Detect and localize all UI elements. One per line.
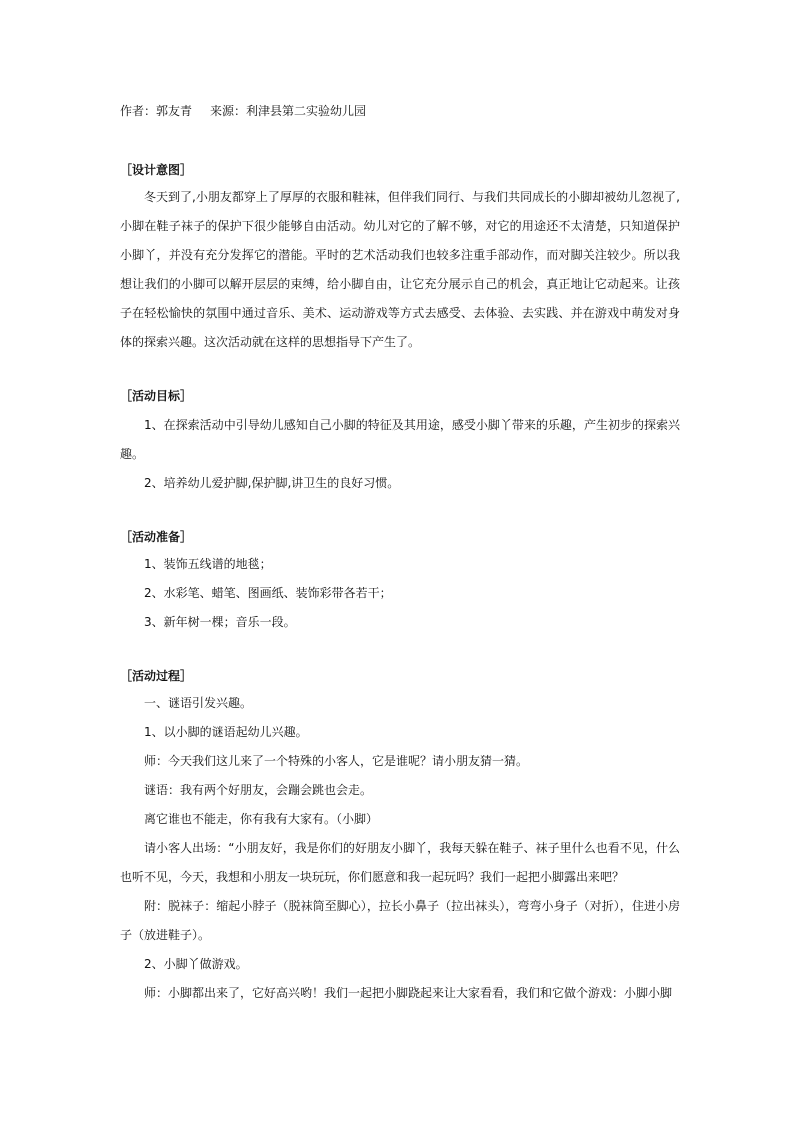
riddle-line-2: 离它谁也不能走，你有我有大家有。（小脚）: [144, 812, 379, 826]
prep-item-2: 2、水彩笔、蜡笔、图画纸、装饰彩带各若干；: [144, 586, 392, 600]
riddle-line-1: 谜语：我有两个好朋友，会蹦会跳也会走。: [144, 783, 373, 797]
goal-item-1: 1、在探索活动中引导幼儿感知自己小脚的特征及其用途，感受小脚丫带来的乐趣，产生初步的探索兴趣。: [120, 418, 680, 461]
document-meta: [120, 101, 680, 121]
guest-intro: 请小客人出场：“小朋友好，我是你们的好朋友小脚丫，我每天躲在鞋子、袜子里什么也看不见，什么也听不见，今天，我想和小朋友一块玩玩，你们愿意和我一起玩吗？我们一起把小脚露出来吧？: [120, 841, 680, 884]
design-intent-paragraph: 冬天到了,小朋友都穿上了厚厚的衣服和鞋袜，但伴我们同行、与我们共同成长的小脚却被幼儿忽视了,小脚在鞋子袜子的保护下很少能够自由活动。幼儿对它的了解不够，对它的用途还不太清楚，只知道保护小脚丫，并没有充分发挥它的潜能。平时的艺术活动我们也较多注重手部动作，而对脚关注较少。所以我想让我们的小脚可以解开层层的束缚，给小脚自由，让它充分展示自己的机会，真正地让它动起来。让孩子在轻松愉快的氛围中通过音乐、美术、运动游戏等方式去感受、去体验、去实践、并在游戏中萌发对身体的探索兴趣。这次活动就在这样的思想指导下产生了。: [120, 190, 680, 349]
process-step-1: 一、谜语引发兴趣。: [144, 696, 253, 710]
source-text: 来源：利津县第二实验幼儿园: [210, 104, 367, 118]
process-sub-1: 1、以小脚的谜语起幼儿兴趣。: [144, 725, 308, 739]
design-intent-title: ［设计意图］: [120, 163, 193, 177]
prep-item-3: 3、新年树一棵；音乐一段。: [144, 615, 296, 629]
teacher-line-2: 师：小脚都出来了，它好高兴哟！我们一起把小脚跷起来让大家看看，我们和它做个游戏：小脚小脚: [144, 986, 673, 1000]
document-content: [120, 101, 680, 1008]
activity-process-title: ［活动过程］: [120, 669, 193, 683]
author-text: 作者：郭友青: [120, 104, 193, 118]
activity-goals-title: ［活动目标］: [120, 389, 193, 403]
sock-note: 附：脱袜子：缩起小脖子（脱袜筒至脚心），拉长小鼻子（拉出袜头），弯弯小身子（对折），住进小房子（放进鞋子）。: [120, 899, 680, 942]
activity-prep-title: ［活动准备］: [120, 530, 193, 544]
prep-item-1: 1、装饰五线谱的地毯；: [144, 557, 272, 571]
goal-item-2: 2、培养幼儿爱护脚,保护脚,讲卫生的良好习惯。: [144, 476, 400, 490]
teacher-line-1: 师：今天我们这儿来了一个特殊的小客人，它是谁呢？请小朋友猜一猜。: [144, 754, 529, 768]
process-sub-2: 2、小脚丫做游戏。: [144, 957, 248, 971]
